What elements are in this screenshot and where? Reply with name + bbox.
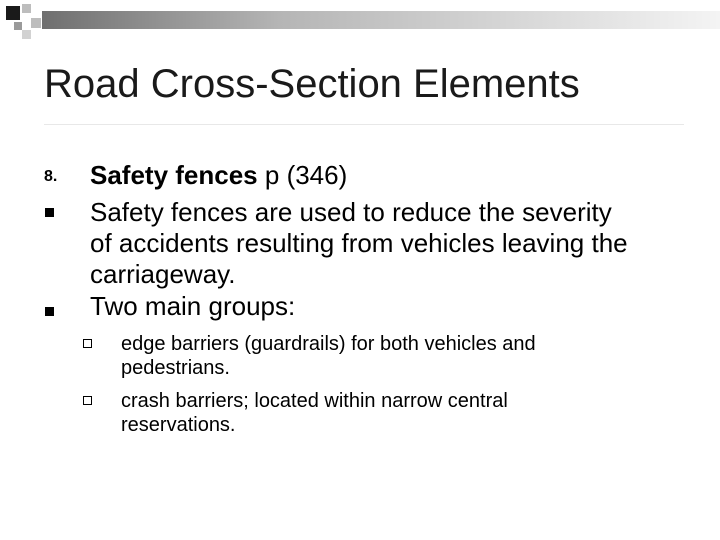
hollow-square-bullet-icon [83, 396, 92, 405]
subbullet-text-line: reservations. [121, 414, 236, 436]
title-divider [44, 124, 684, 125]
numbered-marker: 8. [44, 168, 58, 185]
bullet-heading-page: p (346) [257, 160, 348, 190]
bullet-text-line: Safety fences are used to reduce the severity [90, 197, 612, 227]
subbullet-text-line: pedestrians. [121, 357, 230, 379]
square-bullet-icon [45, 307, 54, 316]
bullet-heading-bold: Safety fences [90, 160, 258, 190]
header-decoration [0, 0, 720, 60]
subbullet-text-line: crash barriers; located within narrow central [121, 390, 508, 412]
subbullet-text-line: edge barriers (guardrails) for both vehicles and [121, 333, 536, 355]
bullet-text-line: Two main groups: [90, 291, 296, 321]
slide-title: Road Cross-Section Elements [44, 62, 580, 106]
hollow-square-bullet-icon [83, 339, 92, 348]
square-bullet-icon [45, 208, 54, 217]
bullet-heading [90, 160, 347, 191]
bullet-text-line: of accidents resulting from vehicles leaving the [90, 228, 628, 258]
bullet-text-line: carriageway. [90, 259, 236, 289]
